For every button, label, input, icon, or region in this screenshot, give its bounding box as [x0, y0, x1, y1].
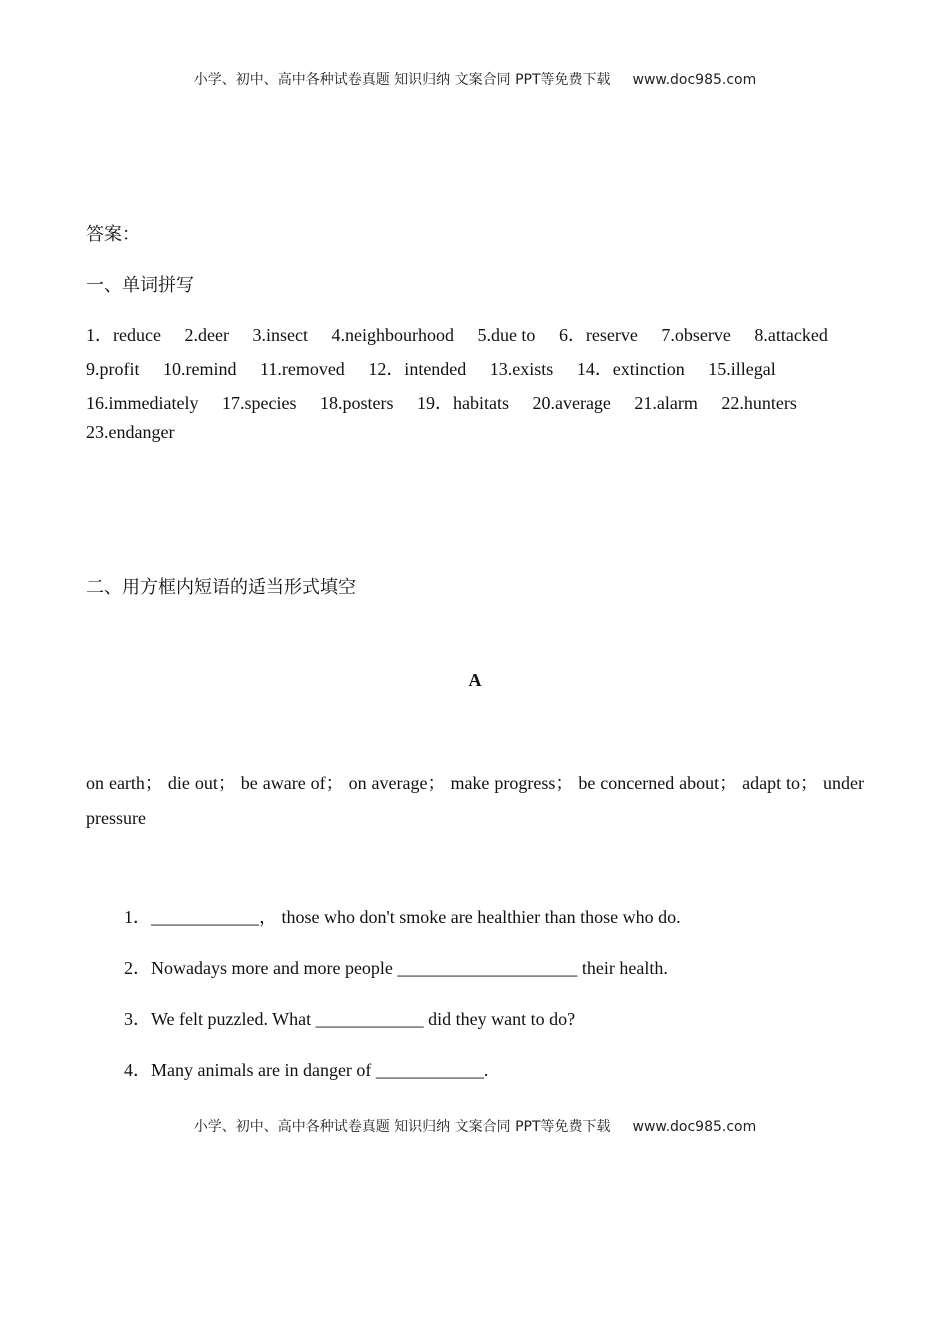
vocab-answer: 12．intended — [368, 359, 467, 379]
section1-title: 一、单词拼写 — [86, 275, 194, 296]
question-3: 3．We felt puzzled. What ____________ did they want to do? — [124, 1009, 576, 1029]
vocab-answer: 6．reserve — [558, 325, 638, 345]
question-4: 4．Many animals are in danger of ____________. — [124, 1060, 489, 1080]
vocab-answer: 3.insect — [252, 325, 308, 345]
vocab-line — [86, 389, 816, 415]
vocab-line — [86, 422, 193, 443]
vocab-answer: 17.species — [221, 393, 297, 413]
vocab-line — [86, 321, 847, 347]
question-1: 1．____________， those who don't smoke are healthier than those who do. — [124, 907, 681, 927]
footer-url[interactable]: www.doc985.com — [632, 1119, 757, 1135]
vocab-answer: 20.average — [532, 393, 611, 413]
vocab-answer: 13.exists — [489, 359, 554, 379]
section2-title: 二、用方框内短语的适当形式填空 — [86, 577, 356, 598]
vocab-answer: 4.neighbourhood — [331, 325, 454, 345]
vocab-answer: 22.hunters — [721, 393, 797, 413]
page-header — [0, 69, 950, 89]
question-2: 2．Nowadays more and more people ____________________ their health. — [124, 958, 668, 978]
vocab-answer: 10.remind — [163, 359, 237, 379]
vocab-answer: 9.profit — [86, 359, 140, 379]
vocab-answer: 15.illegal — [708, 359, 776, 379]
vocab-answer: 23.endanger — [86, 422, 175, 442]
header-url[interactable]: www.doc985.com — [632, 72, 757, 88]
vocab-answer: 2.deer — [184, 325, 229, 345]
answers-label: 答案： — [86, 224, 140, 245]
phrase-box: on earth； die out； be aware of； on average； make progress； be concerned about； adapt to； under pressure — [86, 773, 864, 828]
vocab-line — [86, 355, 795, 381]
vocab-answer: 16.immediately — [86, 393, 199, 413]
header-text: 小学、初中、高中各种试卷真题 知识归纳 文案合同 PPT等免费下载 — [193, 72, 611, 88]
vocab-answer: 21.alarm — [634, 393, 698, 413]
vocab-answer: 18.posters — [319, 393, 394, 413]
vocab-answer: 19．habitats — [416, 393, 509, 413]
page-footer — [0, 1116, 950, 1136]
vocab-answer: 14．extinction — [576, 359, 685, 379]
vocab-answer: 8.attacked — [754, 325, 828, 345]
footer-text: 小学、初中、高中各种试卷真题 知识归纳 文案合同 PPT等免费下载 — [193, 1119, 611, 1135]
vocab-answer: 11.removed — [260, 359, 345, 379]
vocab-answer: 1．reduce — [86, 325, 161, 345]
part-label: A — [468, 670, 482, 690]
vocab-answer: 5.due to — [477, 325, 536, 345]
vocab-answer: 7.observe — [661, 325, 731, 345]
